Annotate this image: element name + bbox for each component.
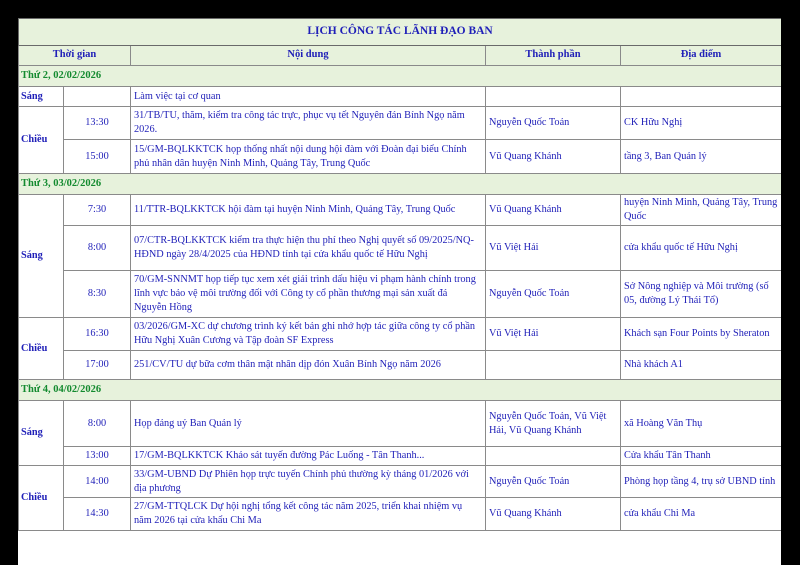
- time-cell: 13:00: [64, 447, 131, 466]
- content-cell: 70/GM-SNNMT họp tiếp tục xem xét giải trình dấu hiệu vi phạm hành chính trong lĩnh vực bảo vệ môi trường đối với Công ty cổ phần thương mại sản xuất đá Nguyễn Hồng: [131, 271, 486, 318]
- content-cell: 251/CV/TU dự bữa cơm thân mật nhân dịp đón Xuân Bính Ngọ năm 2026: [131, 351, 486, 380]
- table-row: [19, 466, 782, 498]
- members-cell: [486, 87, 621, 107]
- members-cell: Vũ Việt Hải: [486, 226, 621, 271]
- schedule-sheet: [18, 18, 781, 565]
- members-cell: Nguyễn Quốc Toản: [486, 271, 621, 318]
- header-time: Thời gian: [19, 46, 131, 66]
- table-row: [19, 498, 782, 531]
- location-cell: Khách sạn Four Points by Sheraton: [621, 318, 782, 351]
- session-label: Sáng: [19, 195, 64, 318]
- table-row: [19, 226, 782, 271]
- content-cell: 11/TTR-BQLKKTCK hội đàm tại huyện Ninh Minh, Quảng Tây, Trung Quốc: [131, 195, 486, 226]
- content-cell: 15/GM-BQLKKTCK họp thống nhất nội dung hội đàm với Đoàn đại biểu Chính phủ nhân dân huyện Ninh Minh, Quảng Tây, Trung Quốc: [131, 140, 486, 174]
- day-label: Thứ 4, 04/02/2026: [19, 380, 782, 401]
- session-label: Chiều: [19, 318, 64, 380]
- members-cell: Vũ Quang Khánh: [486, 498, 621, 531]
- location-cell: xã Hoàng Văn Thụ: [621, 401, 782, 447]
- table-row: [19, 447, 782, 466]
- location-cell: [621, 87, 782, 107]
- day-row: [19, 174, 782, 195]
- content-cell: 07/CTR-BQLKKTCK kiểm tra thực hiện thu phí theo Nghị quyết số 09/2025/NQ-HĐND ngày 28/4/2025 của HĐND tỉnh tại cửa khẩu quốc tế Hữu Nghị: [131, 226, 486, 271]
- schedule-title: LỊCH CÔNG TÁC LÃNH ĐẠO BAN: [19, 19, 782, 46]
- members-cell: Nguyễn Quốc Toản: [486, 107, 621, 140]
- time-cell: 16:30: [64, 318, 131, 351]
- header-location: Địa điểm: [621, 46, 782, 66]
- location-cell: CK Hữu Nghị: [621, 107, 782, 140]
- members-cell: Nguyễn Quốc Toản, Vũ Việt Hải, Vũ Quang Khánh: [486, 401, 621, 447]
- content-cell: 31/TB/TU, thăm, kiểm tra công tác trực, phục vụ tết Nguyên đán Bính Ngọ năm 2026.: [131, 107, 486, 140]
- members-cell: Nguyễn Quốc Toản: [486, 466, 621, 498]
- table-row: [19, 107, 782, 140]
- time-cell: 7:30: [64, 195, 131, 226]
- day-row: [19, 66, 782, 87]
- time-cell: 17:00: [64, 351, 131, 380]
- members-cell: Vũ Quang Khánh: [486, 140, 621, 174]
- time-cell: 15:00: [64, 140, 131, 174]
- table-row: [19, 351, 782, 380]
- location-cell: Nhà khách A1: [621, 351, 782, 380]
- location-cell: huyện Ninh Minh, Quảng Tây, Trung Quốc: [621, 195, 782, 226]
- session-label: Sáng: [19, 401, 64, 466]
- time-cell: 14:30: [64, 498, 131, 531]
- location-cell: cửa khẩu Chi Ma: [621, 498, 782, 531]
- content-cell: Họp đảng uỷ Ban Quản lý: [131, 401, 486, 447]
- table-row: [19, 195, 782, 226]
- session-label: Chiều: [19, 466, 64, 531]
- content-cell: 17/GM-BQLKKTCK Khảo sát tuyến đường Pác Luống - Tân Thanh...: [131, 447, 486, 466]
- members-cell: [486, 351, 621, 380]
- schedule-table: [18, 18, 781, 531]
- day-label: Thứ 2, 02/02/2026: [19, 66, 782, 87]
- location-cell: tầng 3, Ban Quản lý: [621, 140, 782, 174]
- content-cell: 03/2026/GM-XC dự chương trình ký kết bản ghi nhớ hợp tác giữa công ty cổ phần Hữu Nghị Xuân Cương và Tập đoàn SF Express: [131, 318, 486, 351]
- time-cell: 8:30: [64, 271, 131, 318]
- header-row: [19, 46, 782, 66]
- table-row: [19, 318, 782, 351]
- location-cell: Phòng họp tầng 4, trụ sở UBND tỉnh: [621, 466, 782, 498]
- time-cell: 8:00: [64, 401, 131, 447]
- content-cell: Làm việc tại cơ quan: [131, 87, 486, 107]
- location-cell: Cửa khẩu Tân Thanh: [621, 447, 782, 466]
- members-cell: [486, 447, 621, 466]
- table-row: [19, 271, 782, 318]
- location-cell: Sở Nông nghiệp và Môi trường (số 05, đường Lý Thái Tổ): [621, 271, 782, 318]
- day-row: [19, 380, 782, 401]
- session-label: Sáng: [19, 87, 64, 107]
- session-label: Chiều: [19, 107, 64, 174]
- table-row: [19, 401, 782, 447]
- table-row: [19, 87, 782, 107]
- day-label: Thứ 3, 03/02/2026: [19, 174, 782, 195]
- time-cell: 14:00: [64, 466, 131, 498]
- header-content: Nội dung: [131, 46, 486, 66]
- members-cell: Vũ Việt Hải: [486, 318, 621, 351]
- time-cell: 13:30: [64, 107, 131, 140]
- content-cell: 33/GM-UBND Dự Phiên họp trực tuyến Chính phủ thường kỳ tháng 01/2026 với địa phương: [131, 466, 486, 498]
- table-row: [19, 140, 782, 174]
- members-cell: Vũ Quang Khánh: [486, 195, 621, 226]
- time-cell: 8:00: [64, 226, 131, 271]
- location-cell: cửa khẩu quốc tế Hữu Nghị: [621, 226, 782, 271]
- time-cell: [64, 87, 131, 107]
- content-cell: 27/GM-TTQLCK Dự hội nghị tổng kết công tác năm 2025, triển khai nhiệm vụ năm 2026 tại cửa khẩu Chi Ma: [131, 498, 486, 531]
- title-row: [19, 19, 782, 46]
- header-members: Thành phần: [486, 46, 621, 66]
